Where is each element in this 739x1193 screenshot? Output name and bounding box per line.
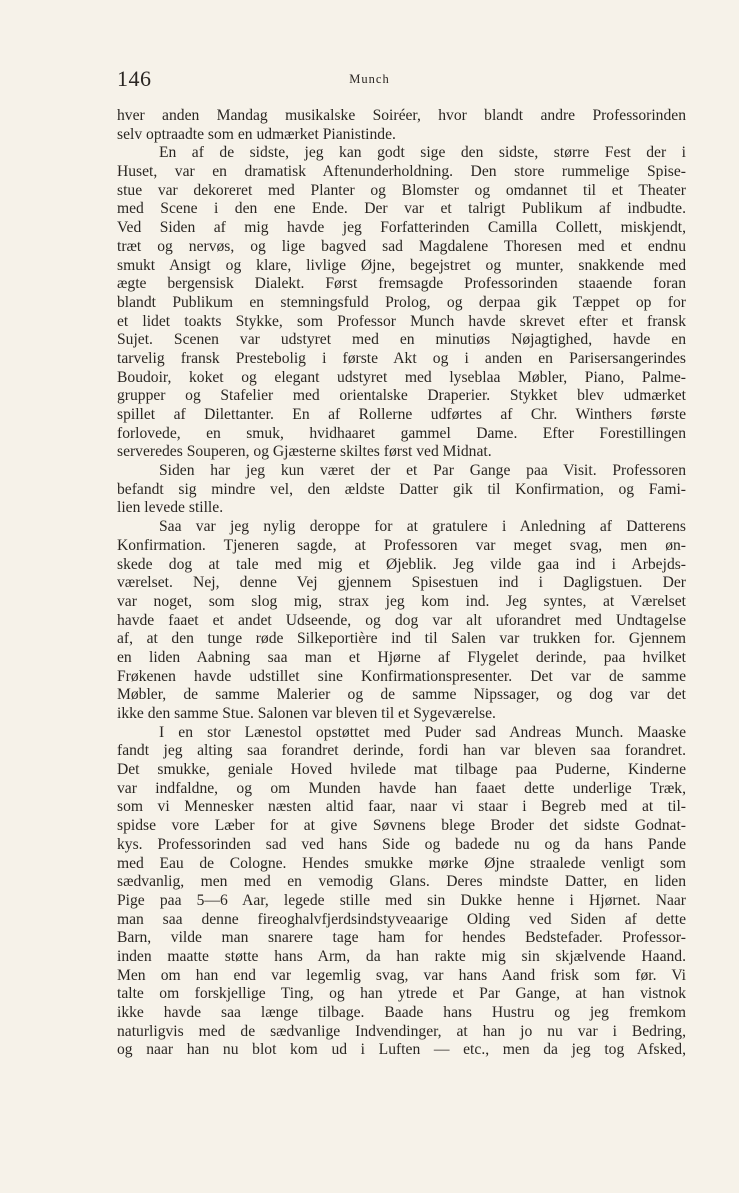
running-head: Munch — [349, 72, 390, 86]
text-line: smukt Ansigt og klare, livlige Øjne, begejstret og munter, snakkende med — [117, 256, 686, 274]
text-line: spidse vore Læber for at give Søvnens blege Broder det sidste Godnat- — [117, 817, 686, 835]
text-line: Siden har jeg kun været der et Par Gange paa Visit. Professoren — [159, 462, 686, 480]
text-line: med Scene i den ene Ende. Der var et talrigt Publikum af indbudte. — [117, 200, 686, 218]
text-line: forlovede, en smuk, hvidhaaret gammel Dame. Efter Forestillingen — [117, 424, 686, 442]
text-line: træt og nervøs, og lige bagved sad Magdalene Thoresen med et endnu — [117, 237, 686, 255]
text-line: kys. Professorinden sad ved hans Side og badede nu og da hans Pande — [117, 835, 686, 853]
text-line: grupper og Stafelier med orientalske Draperier. Stykket blev udmærket — [117, 387, 686, 405]
text-line: ægte bergensisk Dialekt. Først fremsagde Professorinden staaende foran — [117, 275, 686, 293]
text-line: Men om han end var legemlig svag, var hans Aand frisk som før. Vi — [117, 966, 686, 984]
text-line: sædvanlig, men med en vemodig Glans. Deres mindste Datter, en liden — [117, 873, 686, 891]
text-line: Sujet. Scenen var udstyret med en minutiøs Nøjagtighed, havde en — [117, 331, 686, 349]
text-line: befandt sig mindre vel, den ældste Datter gik til Konfirmation, og Fami- — [117, 480, 686, 498]
text-line: af, at den tunge røde Silkeportière ind til Salen var trukken for. Gjennem — [117, 630, 686, 648]
text-line: hver anden Mandag musikalske Soiréer, hvor blandt andre Professorinden — [117, 107, 686, 124]
text-line: var indfaldne, og om Munden havde han faaet dette underlige Træk, — [117, 779, 686, 797]
text-line: man saa denne fireoghalvfjerdsindstyveaarige Olding ved Siden af dette — [117, 910, 686, 928]
text-line: Frøkenen havde udstillet sine Konfirmationspresenter. Det var de samme — [117, 667, 686, 685]
text-line: havde faaet et andet Udseende, og dog var alt uforandret med Undtagelse — [117, 611, 686, 629]
text-line: spillet af Dilettanter. En af Rollerne udførtes af Chr. Winthers første — [117, 406, 686, 423]
text-line: skede dog at tale med mig et Øjeblik. Jeg vilde gaa ind i Arbejds- — [117, 555, 686, 573]
text-line: Pige paa 5—6 Aar, legede stille med sin Dukke henne i Hjørnet. Naar — [117, 891, 686, 909]
text-line: med Eau de Cologne. Hendes smukke mørke Øjne straalede venligt som — [117, 854, 686, 872]
text-line: Møbler, de samme Malerier og de samme Nipssager, og dog var det — [117, 686, 686, 704]
text-line: som vi Mennesker næsten altid faar, naar vi staar i Begreb med at til- — [117, 798, 686, 816]
text-line: fandt jeg alting saa forandret derinde, fordi han var bleven saa forandret. — [117, 742, 686, 760]
text-line: selv optraadte som en udmærket Pianistinde. — [117, 125, 396, 143]
text-line: ikke havde saa længe tilbage. Baade hans Hustru og jeg fremkom — [117, 1004, 686, 1021]
text-line: og naar han nu blot kom ud i Luften — etc., men da jeg tog Afsked, — [117, 1041, 686, 1059]
text-line: ikke den samme Stue. Salonen var bleven til et Sygeværelse. — [117, 705, 496, 722]
text-line: serveredes Souperen, og Gjæsterne skiltes først ved Midnat. — [117, 443, 492, 461]
text-line: en liden Aabning saa man et Hjørne af Flygelet derinde, paa hvilket — [117, 648, 686, 666]
text-line: naturligvis med de sædvanlige Indvendinger, at han jo nu var i Bedring, — [117, 1022, 686, 1040]
text-line: Ved Siden af mig havde jeg Forfatterinden Camilla Collett, miskjendt, — [117, 219, 686, 237]
text-line: inden maatte støtte hans Arm, da han rakte mig sin skjælvende Haand. — [117, 947, 686, 965]
text-line: Det smukke, geniale Hoved hvilede mat tilbage paa Puderne, Kinderne — [117, 761, 686, 779]
text-line: værelset. Nej, denne Vej gjennem Spisestuen ind i Dagligstuen. Der — [117, 574, 686, 592]
text-line: Huset, var en dramatisk Aftenunderholdning. Den store rummelige Spise- — [117, 163, 686, 181]
text-line: et lidet toakts Stykke, som Professor Munch havde skrevet efter et fransk — [117, 312, 686, 330]
text-line: Saa var jeg nylig deroppe for at gratulere i Anledning af Datterens — [159, 518, 686, 536]
text-line: talte om forskjellige Ting, og han ytrede et Par Gange, at han vistnok — [117, 985, 686, 1003]
text-line: Konfirmation. Tjeneren sagde, at Professoren var meget svag, men øn- — [117, 536, 686, 554]
text-line: var noget, som slog mig, strax jeg kom ind. Jeg syntes, at Værelset — [117, 592, 686, 610]
page-number: 146 — [117, 66, 152, 91]
text-line: lien levede stille. — [117, 499, 224, 517]
text-line: stue var dekoreret med Planter og Blomster og omdannet til et Theater — [117, 181, 686, 199]
text-line: tarvelig fransk Prestebolig i første Akt og i anden en Parisersangerindes — [117, 349, 686, 367]
text-line: Barn, vilde man snarere tage ham for hendes Bedstefader. Professor- — [117, 929, 686, 947]
text-line: Boudoir, koket og elegant udstyret med lyseblaa Møbler, Piano, Palme- — [117, 368, 686, 386]
text-line: blandt Publikum en stemningsfuld Prolog, og derpaa gik Tæppet op for — [117, 293, 686, 311]
text-line: En af de sidste, jeg kan godt sige den sidste, større Fest der i — [159, 144, 686, 162]
body-text — [117, 107, 686, 1060]
text-line: I en stor Lænestol opstøttet med Puder sad Andreas Munch. Maaske — [159, 723, 686, 741]
